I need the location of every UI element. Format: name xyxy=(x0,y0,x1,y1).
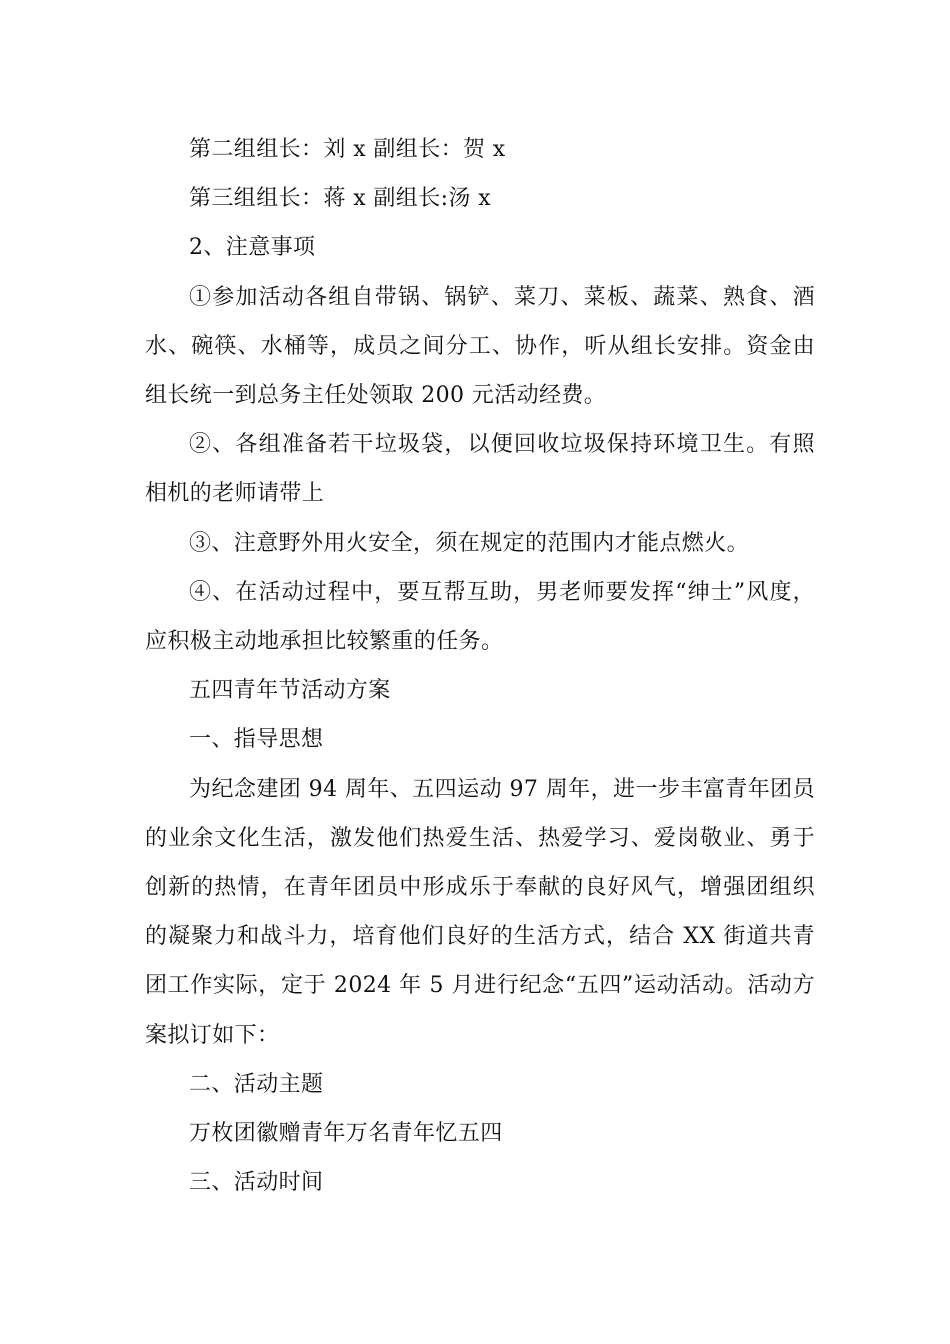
note-item-2: ②、各组准备若干垃圾袋，以便回收垃圾保持环境卫生。有照相机的老师请带上 xyxy=(145,432,815,507)
document-body xyxy=(145,125,815,1207)
note-item-3: ③、注意野外用火安全，须在规定的范围内才能点燃火。 xyxy=(189,530,750,556)
guiding-idea-paragraph: 为纪念建团 94 周年、五四运动 97 周年，进一步丰富青年团员的业余文化生活，激发他们热爱生活、热爱学习、爱岗敬业、勇于创新的热情，在青年团员中形成乐于奉献的良好风气，增强团组织的凝聚力和战斗力，培育他们良好的生活方式，结合 XX 街道共青团工作实际，定于 2024 年 5 月进行纪念“五四”运动活动。活动方案拟订如下： xyxy=(145,776,815,1048)
group2-leaders-line: 第二组组长：刘 x 副组长：贺 x xyxy=(189,137,506,162)
group3-leaders-line: 第三组组长：蒋 x 副组长:汤 x xyxy=(189,186,492,212)
note-item-1: ①参加活动各组自带锅、锅铲、菜刀、菜板、蔬菜、熟食、酒水、碗筷、水桶等，成员之间分工、协作，听从组长安排。资金由组长统一到总务主任处领取 200 元活动经费。 xyxy=(145,284,815,409)
section-heading-guiding-idea: 一、指导思想 xyxy=(189,727,324,753)
plan-title: 五四青年节活动方案 xyxy=(189,678,391,704)
note-item-4: ④、在活动过程中，要互帮互助，男老师要发挥“绅士”风度，应积极主动地承担比较繁重的任务。 xyxy=(145,579,815,655)
section-heading-theme: 二、活动主题 xyxy=(189,1071,324,1097)
theme-text: 万枚团徽赠青年万名青年忆五四 xyxy=(189,1121,503,1147)
notes-heading: 2、注意事项 xyxy=(189,235,316,261)
section-heading-time: 三、活动时间 xyxy=(189,1170,324,1196)
